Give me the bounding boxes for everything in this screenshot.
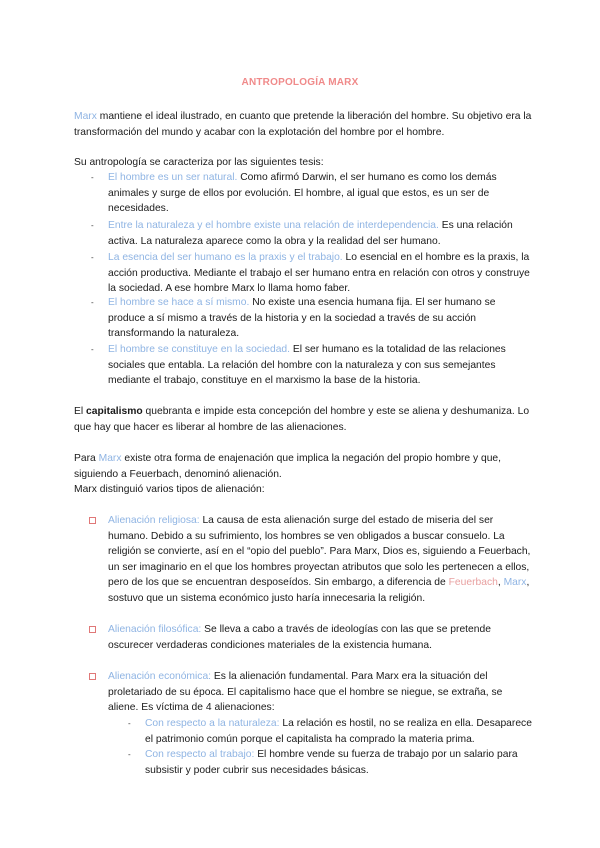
alienation-text: existe otra forma de enajenación que implica la negación del propio hombre y que, siguiendo a Feuerbach, denominó alienación. [74, 453, 502, 480]
sub-highlight: Con respecto a la naturaleza: [145, 718, 280, 729]
square-bullet-icon [89, 673, 96, 680]
economic-sub-item [145, 747, 534, 778]
thesis-text: Como afirmó Darwin, el ser humano es como los demás animales y surge de ellos por evolución. El hombre, al igual que estos, es un ser de necesidades. [108, 172, 497, 214]
square-bullet-icon [89, 517, 96, 524]
thesis-text: No existe una esencia humana fija. El ser humano se produce a sí mismo a través de la historia y en la sociedad a través de su acción transformando la naturaleza. [108, 297, 496, 339]
sub-text: La relación es hostil, no se realiza en ella. Desaparece el patrimonio común porque el capitalista ha comprado la materia prima. [145, 718, 532, 745]
thesis-highlight: Entre la naturaleza y el hombre existe una relación de interdependencia. [108, 220, 439, 231]
bullet-marker: ‑ [128, 750, 131, 759]
alienation-highlight: Alienación filosófica: [108, 624, 202, 635]
thesis-item [108, 170, 534, 217]
alienation-item [108, 513, 534, 606]
bullet-marker: ‑ [91, 221, 94, 230]
alienation-pre: Para [74, 453, 99, 464]
thesis-highlight: La esencia del ser humano es la praxis y el trabajo. [108, 252, 343, 263]
reference-separator: , [497, 577, 504, 588]
page-title: ANTROPOLOGÍA MARX [241, 77, 359, 88]
square-bullet-icon [89, 626, 96, 633]
alienation-name: Marx [98, 453, 122, 464]
thesis-text: El ser humano es la totalidad de las relaciones sociales que entabla. La relación del hombre con la naturaleza y con sus semejantes mediante el trabajo, constituye en el marxismo la base de la historia. [108, 344, 506, 386]
alienation-text: Es la alienación fundamental. Para Marx era la situación del proletariado de su época. El capitalismo hace que el hombre se niegue, se extraña, se aliene. Es víctima de 4 alienaciones: [108, 671, 503, 713]
bullet-marker: ‑ [91, 253, 94, 262]
thesis-item [108, 342, 534, 389]
thesis-highlight: El hombre es un ser natural. [108, 172, 238, 183]
reference-marx: Marx [503, 577, 527, 588]
sub-text: El hombre vende su fuerza de trabajo por un salario para subsistir y poder cubrir sus necesidades básicas. [145, 749, 518, 776]
alienation-item [108, 669, 534, 716]
thesis-highlight: El hombre se hace a sí mismo. [108, 297, 250, 308]
bullet-marker: ‑ [91, 173, 94, 182]
capitalism-term: capitalismo [86, 406, 143, 417]
alienation-text: Se lleva a cabo a través de ideologías con las que se pretende oscurecer verdaderas condiciones materiales de la existencia humana. [108, 624, 491, 651]
intro-name: Marx [74, 111, 97, 122]
theses-intro: Su antropología se caracteriza por las siguientes tesis: [74, 157, 324, 168]
thesis-highlight: El hombre se constituye en la sociedad. [108, 344, 291, 355]
alienation-types-intro: Marx distinguió varios tipos de alienación: [74, 484, 265, 495]
bullet-marker: ‑ [91, 298, 94, 307]
bullet-marker: ‑ [128, 719, 131, 728]
capitalism-paragraph [74, 404, 534, 435]
alienation-tail: , sostuvo que un sistema económico justo haría innecesaria la religión. [108, 577, 530, 604]
thesis-item [108, 218, 534, 249]
alienation-highlight: Alienación religiosa: [108, 515, 200, 526]
thesis-text: Es una relación activa. La naturaleza aparece como la obra y la realidad del ser humano. [108, 220, 513, 247]
alienation-intro [74, 451, 514, 482]
alienation-text: La causa de esta alienación surge del estado de miseria del ser humano. Debido a su sufrimiento, los hombres se ven obligados a buscar consuelo. La religión se convierte, así en el “opio del pueblo”. Para Marx, Dios es, siguiendo a Feuerbach, un ser imaginario en el que los hombres proyectan atributos que solo les pertenecen a ellos, pero de los que se encuentran desposeídos. Sin embargo, a diferencia de [108, 515, 531, 588]
sub-highlight: Con respecto al trabajo: [145, 749, 255, 760]
thesis-item [108, 295, 534, 342]
bullet-marker: ‑ [91, 345, 94, 354]
thesis-text: Lo esencial en el hombre es la praxis, la acción productiva. Mediante el trabajo el ser humano entra en relación con otros y construye la sociedad. A ese hombre Marx lo llama homo faber. [108, 252, 530, 294]
thesis-item [108, 250, 534, 297]
reference-feuerbach: Feuerbach [448, 577, 498, 588]
alienation-highlight: Alienación económica: [108, 671, 212, 682]
capitalism-pre: El [74, 406, 87, 417]
intro-text: mantiene el ideal ilustrado, en cuanto que pretende la liberación del hombre. Su objetivo era la transformación del mundo y acabar con la explotación del hombre por el hombre. [74, 111, 532, 138]
intro-paragraph [74, 109, 534, 140]
capitalism-text: quebranta e impide esta concepción del hombre y este se aliena y deshumaniza. Lo que hay que hacer es liberar al hombre de las alienaciones. [74, 406, 530, 433]
economic-sub-item [145, 716, 534, 747]
alienation-item [108, 622, 534, 653]
